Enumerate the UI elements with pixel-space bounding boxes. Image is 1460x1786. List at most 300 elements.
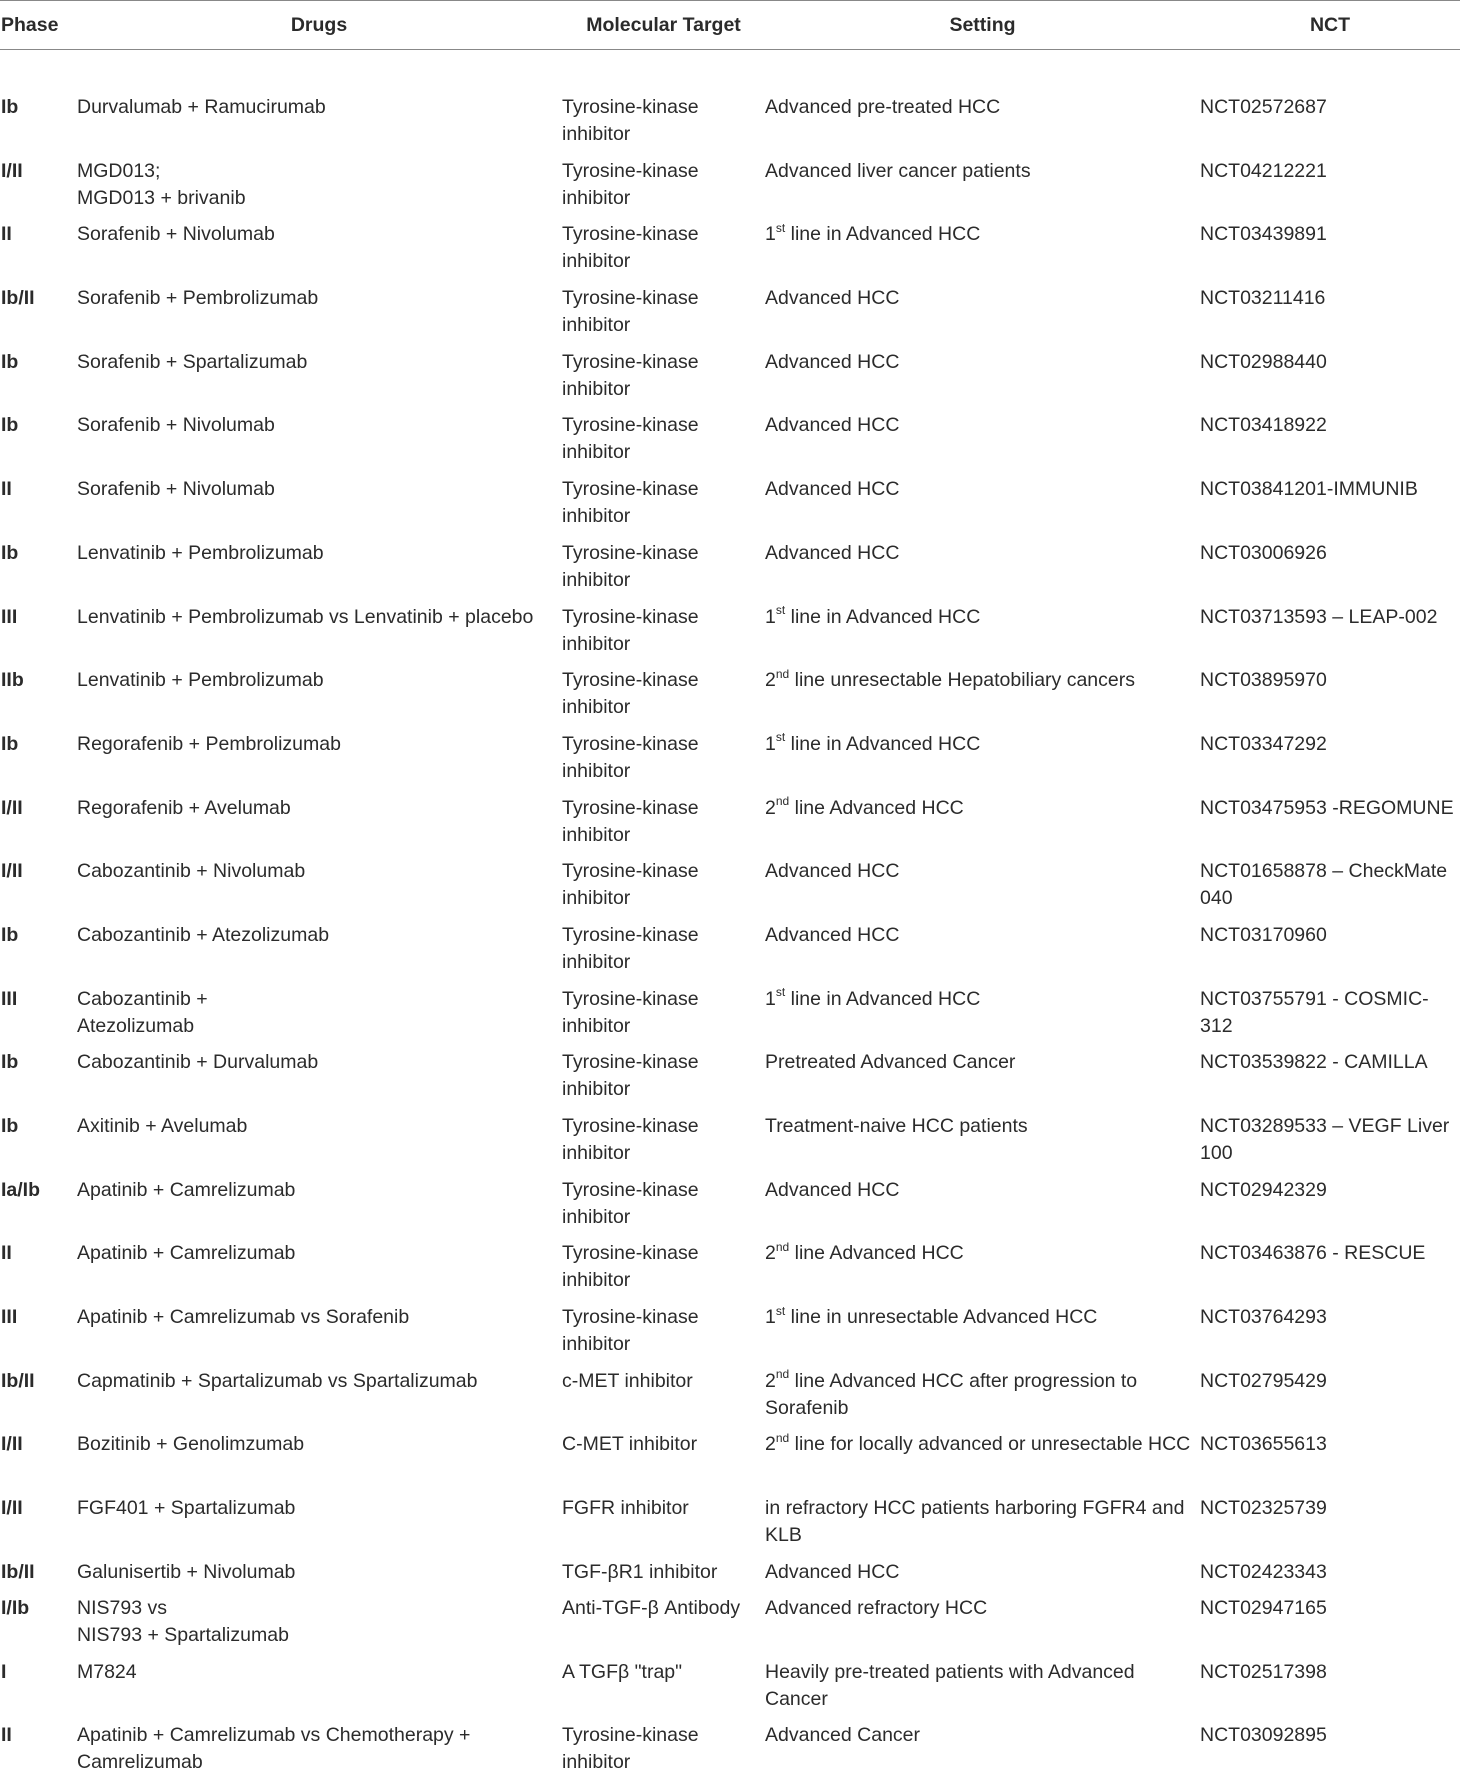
cell-setting: [765, 50, 1200, 158]
cell-setting: [765, 1722, 1200, 1786]
cell-nct-line: 100: [1200, 1142, 1233, 1164]
cell-drugs: [76, 1595, 562, 1659]
cell-drugs-line: M7824: [77, 1660, 137, 1683]
cell-nct-line: NCT03755791 - COSMIC-: [1200, 987, 1429, 1010]
cell-setting: [765, 1177, 1200, 1241]
cell-molecular-target-line: Tyrosine-kinase: [562, 350, 699, 373]
cell-molecular-target: [562, 1113, 765, 1177]
setting-text: Advanced HCC: [765, 1560, 900, 1583]
cell-nct: [1200, 1431, 1460, 1495]
cell-drugs: [76, 1240, 562, 1304]
cell-setting: [765, 158, 1200, 222]
cell-setting: [765, 1559, 1200, 1595]
cell-phase: I: [1, 1660, 7, 1683]
setting-ordinal: 2: [765, 1369, 776, 1392]
cell-drugs: [76, 349, 562, 413]
cell-molecular-target-line: Tyrosine-kinase: [562, 159, 699, 182]
cell-nct-line: NCT03463876 - RESCUE: [1200, 1242, 1426, 1265]
cell-nct-line: 040: [1200, 887, 1233, 910]
cell-molecular-target-line: Tyrosine-kinase: [562, 605, 699, 628]
header-phase: Phase: [0, 1, 76, 50]
setting-text: Advanced Cancer: [765, 1724, 921, 1747]
cell-molecular-target: [562, 1595, 765, 1659]
cell-drugs: [76, 667, 562, 731]
cell-phase: I/II: [1, 860, 23, 883]
table-row: [0, 158, 1460, 222]
cell-nct-line: NCT03655613: [1200, 1433, 1327, 1456]
cell-molecular-target: [562, 795, 765, 859]
cell-drugs-line: Sorafenib + Nivolumab: [77, 223, 275, 246]
setting-text: line in Advanced HCC: [785, 605, 981, 628]
cell-molecular-target: [562, 667, 765, 731]
setting-ordinal-suffix: st: [775, 603, 786, 617]
cell-molecular-target: [562, 285, 765, 349]
cell-nct: [1200, 795, 1460, 859]
cell-nct: [1200, 221, 1460, 285]
cell-molecular-target-line: FGFR inhibitor: [562, 1497, 689, 1520]
cell-setting: [765, 1368, 1200, 1432]
setting-text: line Advanced HCC: [789, 1242, 964, 1265]
cell-nct: [1200, 604, 1460, 668]
cell-drugs: [76, 221, 562, 285]
cell-molecular-target-line: Tyrosine-kinase: [562, 1178, 699, 1201]
cell-molecular-target-line: Tyrosine-kinase: [562, 96, 699, 118]
table-body: [0, 50, 1460, 1786]
setting-text: line Advanced HCC: [789, 796, 964, 819]
cell-nct-line: NCT03475953 -REGOMUNE: [1200, 796, 1454, 819]
cell-molecular-target-line: inhibitor: [562, 1269, 631, 1292]
cell-nct-line: NCT02795429: [1200, 1369, 1327, 1392]
setting-ordinal-suffix: nd: [775, 1239, 790, 1254]
cell-molecular-target-line: inhibitor: [562, 377, 631, 400]
cell-nct-line: NCT03289533 – VEGF Liver: [1200, 1115, 1450, 1137]
cell-nct-line: NCT03092895: [1200, 1724, 1327, 1747]
cell-phase: II: [1, 1724, 12, 1747]
setting-text: line for locally advanced or unresectable HCC: [789, 1433, 1191, 1456]
cell-setting: [765, 1659, 1200, 1723]
cell-drugs: [76, 1177, 562, 1241]
cell-molecular-target-line: Tyrosine-kinase: [562, 223, 699, 246]
cell-drugs-line: Cabozantinib + Atezolizumab: [77, 923, 330, 946]
cell-nct-line: NCT02988440: [1200, 350, 1327, 373]
cell-molecular-target: [562, 731, 765, 795]
cell-phase: III: [1, 605, 18, 628]
cell-phase: I/II: [1, 796, 23, 819]
setting-text: Advanced HCC: [765, 1178, 900, 1201]
cell-phase: Ib/II: [1, 287, 35, 310]
cell-phase: I/II: [1, 1497, 23, 1520]
cell-molecular-target-line: TGF-βR1 inhibitor: [562, 1560, 718, 1583]
cell-phase: Ib: [1, 350, 19, 373]
cell-nct-line: NCT02325739: [1200, 1497, 1327, 1520]
table-row: [0, 922, 1460, 986]
setting-ordinal-suffix: nd: [775, 1367, 790, 1382]
cell-phase: II: [1, 1242, 12, 1265]
cell-molecular-target: [562, 1368, 765, 1432]
cell-nct-line: NCT01658878 – CheckMate: [1200, 860, 1448, 883]
cell-phase: Ib: [1, 414, 19, 437]
cell-molecular-target-line: Tyrosine-kinase: [562, 1306, 699, 1329]
setting-ordinal-suffix: st: [775, 1303, 786, 1318]
table-row: [0, 858, 1460, 922]
cell-drugs: [76, 858, 562, 922]
cell-molecular-target-line: Tyrosine-kinase: [562, 1115, 699, 1137]
cell-molecular-target-line: inhibitor: [562, 568, 631, 591]
cell-drugs: [76, 158, 562, 222]
cell-molecular-target: [562, 50, 765, 158]
setting-ordinal: 1: [765, 987, 776, 1010]
cell-phase: Ib: [1, 923, 19, 946]
setting-text: in refractory HCC patients harboring FGFR4 and KLB: [765, 1497, 1185, 1547]
cell-nct-line: NCT03895970: [1200, 669, 1327, 692]
setting-text: Advanced HCC: [765, 923, 900, 946]
table-row: [0, 604, 1460, 668]
cell-molecular-target-line: Tyrosine-kinase: [562, 860, 699, 883]
cell-drugs: [76, 285, 562, 349]
cell-phase: Ib/II: [1, 1369, 35, 1392]
cell-molecular-target: [562, 412, 765, 476]
cell-phase: Ib/II: [1, 1560, 35, 1583]
setting-ordinal-suffix: st: [775, 730, 786, 745]
cell-phase: I/II: [1, 159, 23, 182]
cell-nct: [1200, 1659, 1460, 1723]
table-row: [0, 221, 1460, 285]
cell-molecular-target: [562, 922, 765, 986]
header-drugs: Drugs: [76, 1, 562, 50]
cell-molecular-target: [562, 158, 765, 222]
cell-molecular-target-line: inhibitor: [562, 1333, 631, 1356]
cell-drugs: [76, 1722, 562, 1786]
cell-molecular-target-line: inhibitor: [562, 1014, 631, 1037]
cell-drugs: [76, 1368, 562, 1432]
cell-nct: [1200, 731, 1460, 795]
cell-setting: [765, 285, 1200, 349]
setting-ordinal-suffix: st: [775, 985, 786, 1000]
cell-drugs-line: Apatinib + Camrelizumab: [77, 1242, 296, 1265]
cell-drugs: [76, 476, 562, 540]
table-row: [0, 795, 1460, 859]
setting-text: Advanced HCC: [765, 414, 900, 437]
table-row: [0, 731, 1460, 795]
table-row: [0, 986, 1460, 1050]
cell-phase: Ia/Ib: [1, 1178, 41, 1201]
setting-text: Advanced refractory HCC: [765, 1596, 988, 1619]
cell-molecular-target-line: inhibitor: [562, 1751, 631, 1774]
cell-molecular-target: [562, 349, 765, 413]
cell-setting: [765, 221, 1200, 285]
cell-nct: [1200, 1368, 1460, 1432]
cell-setting: [765, 1431, 1200, 1495]
setting-ordinal: 1: [765, 1306, 776, 1329]
cell-drugs-line: Lenvatinib + Pembrolizumab vs Lenvatinib + placebo: [77, 605, 534, 628]
cell-drugs-line: MGD013;: [77, 159, 161, 182]
setting-ordinal: 2: [765, 1433, 776, 1456]
cell-drugs-line: Apatinib + Camrelizumab vs Sorafenib: [77, 1306, 410, 1329]
cell-setting: [765, 349, 1200, 413]
cell-drugs-line: Sorafenib + Spartalizumab: [77, 350, 308, 373]
cell-nct-line: NCT03211416: [1200, 287, 1326, 310]
cell-nct: [1200, 1559, 1460, 1595]
setting-text: Treatment-naive HCC patients: [765, 1115, 1028, 1137]
cell-setting: [765, 667, 1200, 731]
table-row: [0, 540, 1460, 604]
setting-text: Advanced HCC: [765, 350, 900, 373]
cell-drugs-line: Sorafenib + Nivolumab: [77, 478, 275, 501]
cell-setting: [765, 858, 1200, 922]
cell-molecular-target-line: Tyrosine-kinase: [562, 414, 699, 437]
cell-phase: Ib: [1, 1115, 19, 1137]
table-row: [0, 1049, 1460, 1113]
cell-setting: [765, 1049, 1200, 1113]
table-row: [0, 1113, 1460, 1177]
table-row: [0, 667, 1460, 731]
cell-molecular-target: [562, 986, 765, 1050]
table-row: [0, 1431, 1460, 1495]
cell-drugs: [76, 50, 562, 158]
cell-nct: [1200, 667, 1460, 731]
cell-setting: [765, 922, 1200, 986]
cell-nct-line: NCT04212221: [1200, 159, 1327, 182]
cell-nct: [1200, 922, 1460, 986]
cell-phase: Ib: [1, 1051, 19, 1074]
cell-setting: [765, 731, 1200, 795]
cell-setting: [765, 1304, 1200, 1368]
setting-text: Advanced HCC: [765, 478, 900, 501]
cell-drugs-line: FGF401 + Spartalizumab: [77, 1497, 296, 1520]
cell-molecular-target-line: inhibitor: [562, 123, 631, 145]
cell-setting: [765, 1595, 1200, 1659]
table-row: [0, 1177, 1460, 1241]
header-molecular-target: Molecular Target: [562, 1, 765, 50]
setting-text: line Advanced HCC after progression to Sorafenib: [765, 1369, 1138, 1419]
cell-drugs-line: Cabozantinib + Durvalumab: [77, 1051, 319, 1074]
cell-drugs: [76, 604, 562, 668]
cell-molecular-target-line: inhibitor: [562, 950, 631, 973]
cell-setting: [765, 476, 1200, 540]
cell-nct: [1200, 1177, 1460, 1241]
cell-nct-line: NCT02572687: [1200, 96, 1327, 118]
cell-molecular-target: [562, 858, 765, 922]
cell-molecular-target: [562, 1177, 765, 1241]
cell-drugs-line: Regorafenib + Pembrolizumab: [77, 732, 341, 755]
setting-text: line in Advanced HCC: [785, 223, 981, 246]
setting-ordinal-suffix: nd: [775, 794, 790, 809]
setting-text: Advanced pre-treated HCC: [765, 96, 1001, 118]
table-row: [0, 285, 1460, 349]
cell-setting: [765, 986, 1200, 1050]
setting-text: line in Advanced HCC: [785, 987, 981, 1010]
cell-drugs-line: Bozitinib + Genolimzumab: [77, 1433, 305, 1456]
cell-nct: [1200, 858, 1460, 922]
cell-molecular-target: [562, 1240, 765, 1304]
cell-drugs: [76, 412, 562, 476]
cell-molecular-target-line: Tyrosine-kinase: [562, 478, 699, 501]
header-nct: NCT: [1200, 1, 1460, 50]
cell-setting: [765, 604, 1200, 668]
cell-molecular-target-line: Tyrosine-kinase: [562, 987, 699, 1010]
cell-molecular-target: [562, 1431, 765, 1495]
setting-text: line in unresectable Advanced HCC: [785, 1306, 1098, 1329]
cell-drugs-line: MGD013 + brivanib: [77, 186, 246, 209]
cell-molecular-target: [562, 1304, 765, 1368]
setting-text: line unresectable Hepatobiliary cancers: [789, 669, 1135, 692]
cell-setting: [765, 795, 1200, 859]
cell-molecular-target-line: inhibitor: [562, 696, 631, 719]
setting-ordinal: 2: [765, 796, 776, 819]
setting-text: Advanced HCC: [765, 287, 900, 310]
cell-molecular-target-line: Tyrosine-kinase: [562, 732, 699, 755]
cell-molecular-target-line: inhibitor: [562, 1205, 631, 1228]
cell-nct-line: NCT03539822 - CAMILLA: [1200, 1051, 1428, 1074]
cell-molecular-target-line: A TGFβ "trap": [562, 1660, 683, 1683]
cell-molecular-target: [562, 1049, 765, 1113]
cell-nct-line: NCT02942329: [1200, 1178, 1327, 1201]
cell-drugs-line: Cabozantinib + Nivolumab: [77, 860, 306, 883]
cell-drugs-line: Lenvatinib + Pembrolizumab: [77, 541, 324, 564]
cell-nct-line: NCT03006926: [1200, 541, 1327, 564]
cell-molecular-target-line: inhibitor: [562, 314, 631, 337]
cell-molecular-target: [562, 540, 765, 604]
cell-phase: I/II: [1, 1433, 23, 1456]
cell-nct: [1200, 158, 1460, 222]
cell-nct: [1200, 986, 1460, 1050]
cell-molecular-target-line: inhibitor: [562, 1078, 631, 1101]
cell-setting: [765, 540, 1200, 604]
cell-drugs: [76, 986, 562, 1050]
cell-phase: Ib: [1, 96, 19, 118]
cell-drugs-line: Atezolizumab: [77, 1014, 195, 1037]
cell-molecular-target: [562, 221, 765, 285]
cell-molecular-target: [562, 1659, 765, 1723]
cell-phase: II: [1, 223, 12, 246]
cell-drugs-line: Lenvatinib + Pembrolizumab: [77, 669, 324, 692]
cell-molecular-target: [562, 604, 765, 668]
cell-drugs-line: Apatinib + Camrelizumab: [77, 1178, 296, 1201]
cell-molecular-target: [562, 1495, 765, 1559]
cell-drugs: [76, 1431, 562, 1495]
cell-drugs-line: Galunisertib + Nivolumab: [77, 1560, 296, 1583]
cell-drugs-line: NIS793 + Spartalizumab: [77, 1623, 289, 1646]
cell-molecular-target-line: inhibitor: [562, 505, 631, 528]
cell-nct: [1200, 349, 1460, 413]
cell-molecular-target-line: inhibitor: [562, 250, 631, 273]
cell-nct-line: NCT02517398: [1200, 1660, 1327, 1683]
cell-drugs: [76, 795, 562, 859]
cell-phase: IIb: [1, 669, 24, 692]
cell-phase: Ib: [1, 541, 19, 564]
cell-drugs-line: Capmatinib + Spartalizumab vs Spartalizumab: [77, 1369, 478, 1392]
cell-nct-line: 312: [1200, 1014, 1233, 1037]
table-row: [0, 412, 1460, 476]
setting-text: Advanced HCC: [765, 541, 900, 564]
cell-setting: [765, 412, 1200, 476]
setting-text: Pretreated Advanced Cancer: [765, 1051, 1016, 1074]
cell-nct: [1200, 1304, 1460, 1368]
cell-drugs-line: Axitinib + Avelumab: [77, 1115, 248, 1137]
cell-nct-line: NCT02423343: [1200, 1560, 1327, 1583]
cell-molecular-target-line: inhibitor: [562, 1142, 631, 1164]
cell-molecular-target: [562, 1559, 765, 1595]
cell-nct-line: NCT02947165: [1200, 1596, 1327, 1619]
cell-molecular-target-line: Tyrosine-kinase: [562, 1242, 699, 1265]
setting-ordinal: 1: [765, 223, 776, 246]
cell-nct: [1200, 1495, 1460, 1559]
table-row: [0, 476, 1460, 540]
cell-drugs: [76, 922, 562, 986]
table-row: [0, 1240, 1460, 1304]
header-setting: Setting: [765, 1, 1200, 50]
cell-drugs: [76, 1304, 562, 1368]
cell-drugs-line: NIS793 vs: [77, 1596, 167, 1619]
cell-nct: [1200, 1049, 1460, 1113]
cell-nct-line: NCT03439891: [1200, 223, 1327, 246]
cell-nct: [1200, 412, 1460, 476]
setting-text: line in Advanced HCC: [785, 732, 981, 755]
cell-molecular-target: [562, 1722, 765, 1786]
cell-drugs-line: Camrelizumab: [77, 1751, 203, 1774]
cell-molecular-target-line: Tyrosine-kinase: [562, 923, 699, 946]
setting-ordinal-suffix: nd: [775, 1430, 790, 1445]
cell-molecular-target-line: Tyrosine-kinase: [562, 541, 699, 564]
cell-molecular-target-line: inhibitor: [562, 441, 631, 464]
cell-phase: Ib: [1, 732, 19, 755]
cell-phase: III: [1, 1306, 18, 1329]
header-row: [0, 1, 1460, 50]
cell-molecular-target-line: inhibitor: [562, 759, 631, 782]
cell-setting: [765, 1240, 1200, 1304]
cell-nct-line: NCT03418922: [1200, 414, 1327, 437]
table-row: [0, 349, 1460, 413]
table-row: [0, 1304, 1460, 1368]
table-row: [0, 1559, 1460, 1595]
cell-molecular-target-line: Tyrosine-kinase: [562, 796, 699, 819]
table-row: [0, 1659, 1460, 1723]
cell-molecular-target-line: Tyrosine-kinase: [562, 669, 699, 692]
table-row: [0, 1495, 1460, 1559]
setting-ordinal: 2: [765, 1242, 776, 1265]
cell-drugs-line: Sorafenib + Nivolumab: [77, 414, 275, 437]
cell-molecular-target-line: Tyrosine-kinase: [562, 287, 699, 310]
cell-drugs: [76, 1659, 562, 1723]
cell-drugs-line: Regorafenib + Avelumab: [77, 796, 291, 819]
cell-molecular-target-line: Tyrosine-kinase: [562, 1724, 699, 1747]
cell-nct: [1200, 1595, 1460, 1659]
cell-setting: [765, 1113, 1200, 1177]
cell-molecular-target-line: c-MET inhibitor: [562, 1369, 693, 1392]
cell-nct-line: NCT03764293: [1200, 1306, 1327, 1329]
table-row: [0, 1722, 1460, 1786]
cell-molecular-target-line: inhibitor: [562, 823, 631, 846]
table-row: [0, 1595, 1460, 1659]
setting-text: Advanced liver cancer patients: [765, 159, 1031, 182]
setting-ordinal-suffix: st: [775, 220, 786, 235]
cell-nct: [1200, 540, 1460, 604]
cell-molecular-target-line: inhibitor: [562, 186, 631, 209]
setting-ordinal-suffix: nd: [775, 666, 790, 681]
cell-nct-line: NCT03347292: [1200, 732, 1327, 755]
setting-ordinal: 2: [765, 669, 776, 692]
table-row: [0, 1368, 1460, 1432]
cell-molecular-target-line: Tyrosine-kinase: [562, 1051, 699, 1074]
cell-drugs-line: Cabozantinib +: [77, 987, 208, 1010]
table-row: [0, 50, 1460, 158]
cell-drugs-line: Apatinib + Camrelizumab vs Chemotherapy +: [77, 1724, 471, 1747]
cell-nct: [1200, 285, 1460, 349]
cell-drugs-line: Sorafenib + Pembrolizumab: [77, 287, 319, 310]
cell-drugs-line: Durvalumab + Ramucirumab: [77, 96, 326, 118]
cell-molecular-target-line: Anti-TGF-β Antibody: [562, 1596, 741, 1619]
cell-setting: [765, 1495, 1200, 1559]
